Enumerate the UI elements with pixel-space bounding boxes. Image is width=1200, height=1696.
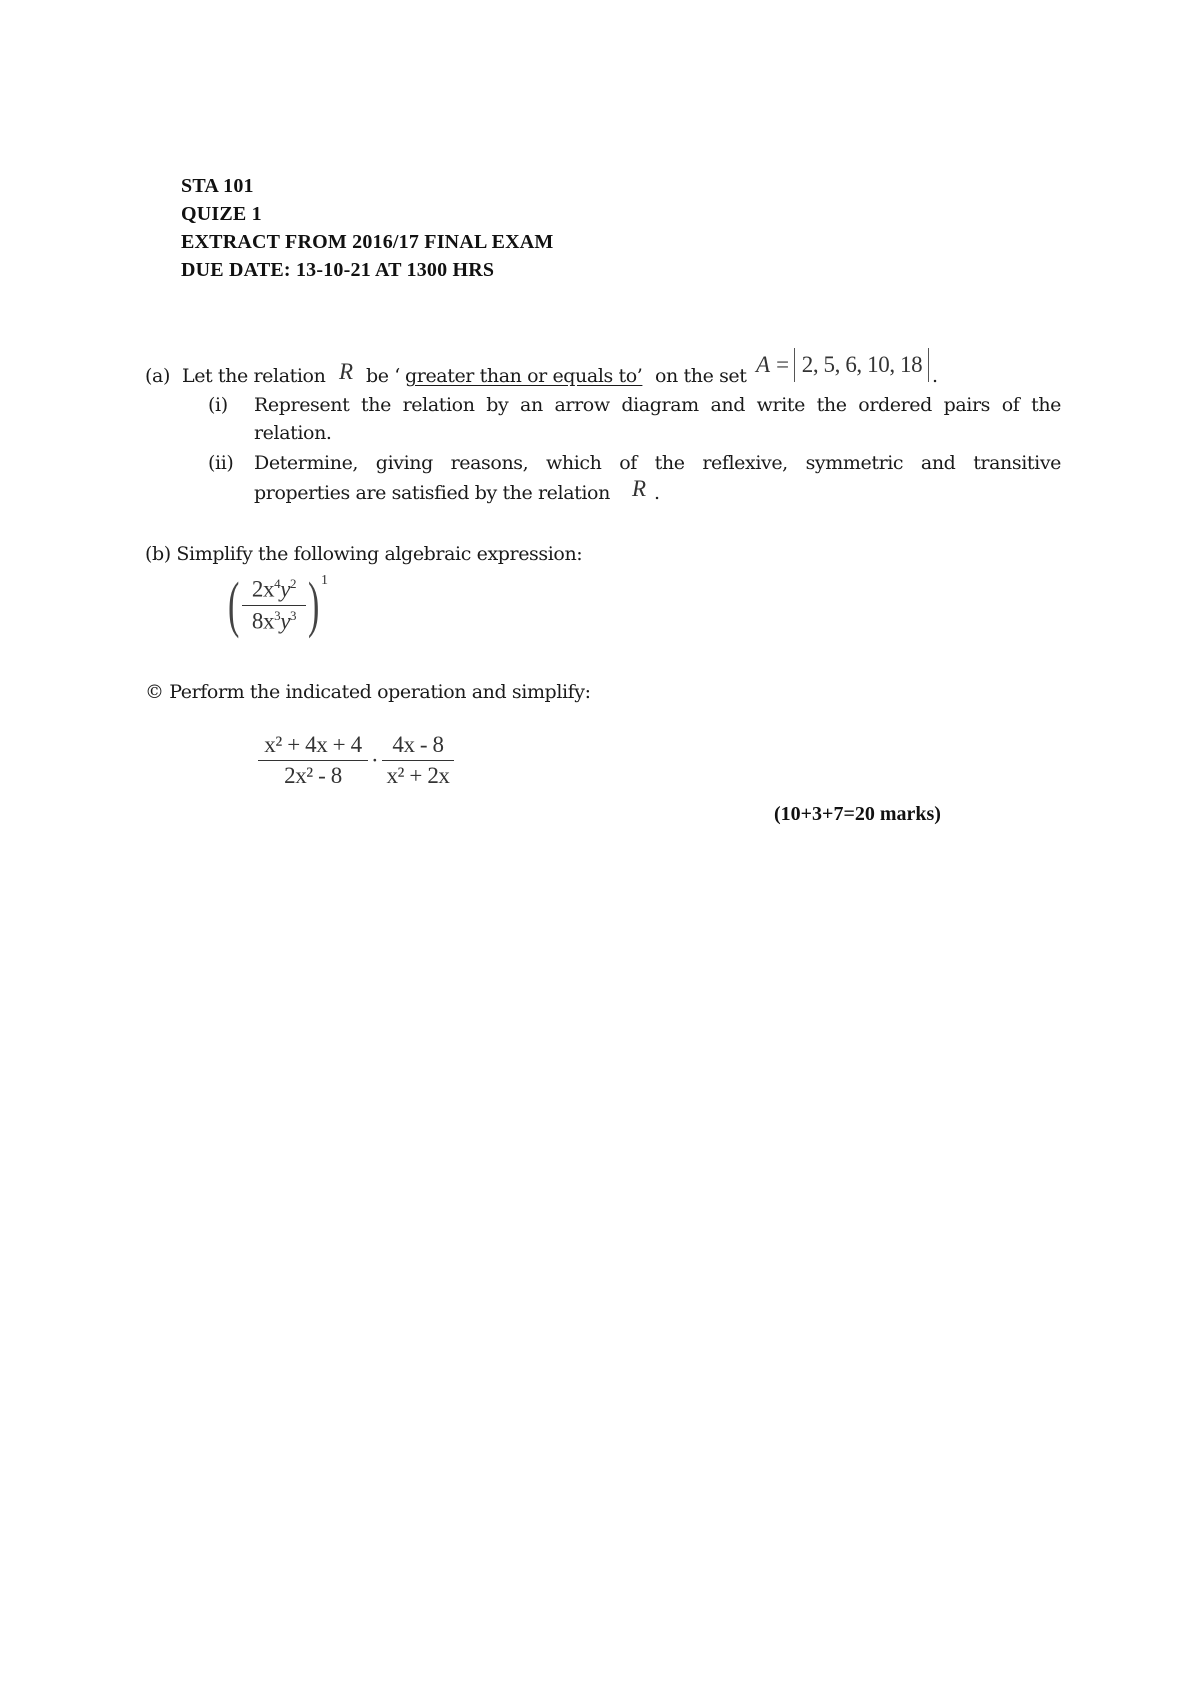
subquestion-i <box>208 394 1061 416</box>
expression-b-fraction <box>242 576 306 634</box>
set-expression <box>756 345 936 385</box>
left-brace-icon <box>794 348 798 382</box>
left-paren-icon: ( <box>228 571 240 639</box>
question-a-label: (a) <box>145 365 170 387</box>
subquestion-ii <box>208 452 1061 474</box>
fraction-1-bar <box>258 760 368 761</box>
relation-symbol-r: R <box>339 359 353 384</box>
course-code: STA 101 <box>181 175 254 197</box>
subquestion-ii-end: . <box>654 482 660 504</box>
set-elements: 2, 5, 6, 10, 18 <box>801 352 923 377</box>
question-c-text: © Perform the indicated operation and simplify: <box>145 681 591 703</box>
subquestion-i-label: (i) <box>208 394 228 416</box>
fraction-1-numerator: x² + 4x + 4 <box>264 732 362 757</box>
document-header <box>181 172 554 284</box>
source-note: EXTRACT FROM 2016/17 FINAL EXAM <box>181 231 554 253</box>
subquestion-ii-line-1: Determine, giving reasons, which of the reflexive, symmetric and transitive <box>254 452 1061 474</box>
fraction-2-numerator: 4x - 8 <box>392 732 444 757</box>
expression-b-numerator: $2x^4y^2$ <box>251 576 297 602</box>
set-name: A = <box>756 352 790 377</box>
relation-name: greater than or equals to’ <box>405 365 643 387</box>
question-b-text: (b) Simplify the following algebraic expression: <box>145 543 583 565</box>
subquestion-i-line-1: Represent the relation by an arrow diagram and write the ordered pairs of the <box>254 394 1061 416</box>
question-a-text-1: Let the relation <box>182 365 326 387</box>
outer-exponent: 1 <box>321 573 328 588</box>
fraction-2-denominator: x² + 2x <box>386 763 450 788</box>
due-date: DUE DATE: 13-10-21 AT 1300 HRS <box>181 259 495 281</box>
question-a-trailing: . <box>932 365 938 387</box>
subquestion-ii-label: (ii) <box>208 452 234 474</box>
fraction-1 <box>258 732 368 789</box>
marks-allocation: (10+3+7=20 marks) <box>774 803 941 825</box>
subquestion-i-line-2: relation. <box>254 422 332 444</box>
multiply-operator: · <box>371 748 379 773</box>
fraction-2-bar <box>382 760 454 761</box>
expression-b-denominator: $8x^3y^3$ <box>251 607 297 634</box>
subquestion-ii-line-2: properties are satisfied by the relation <box>254 482 610 504</box>
fraction-bar <box>242 605 306 606</box>
relation-symbol-r-2: R <box>632 476 646 501</box>
question-a-text-2: be ‘ <box>366 365 400 387</box>
fraction-1-denominator: 2x² - 8 <box>284 763 342 788</box>
right-paren-icon: ) <box>308 571 320 639</box>
question-a-text-3: on the set <box>655 365 747 387</box>
quiz-title: QUIZE 1 <box>181 203 262 225</box>
fraction-2 <box>382 732 454 789</box>
